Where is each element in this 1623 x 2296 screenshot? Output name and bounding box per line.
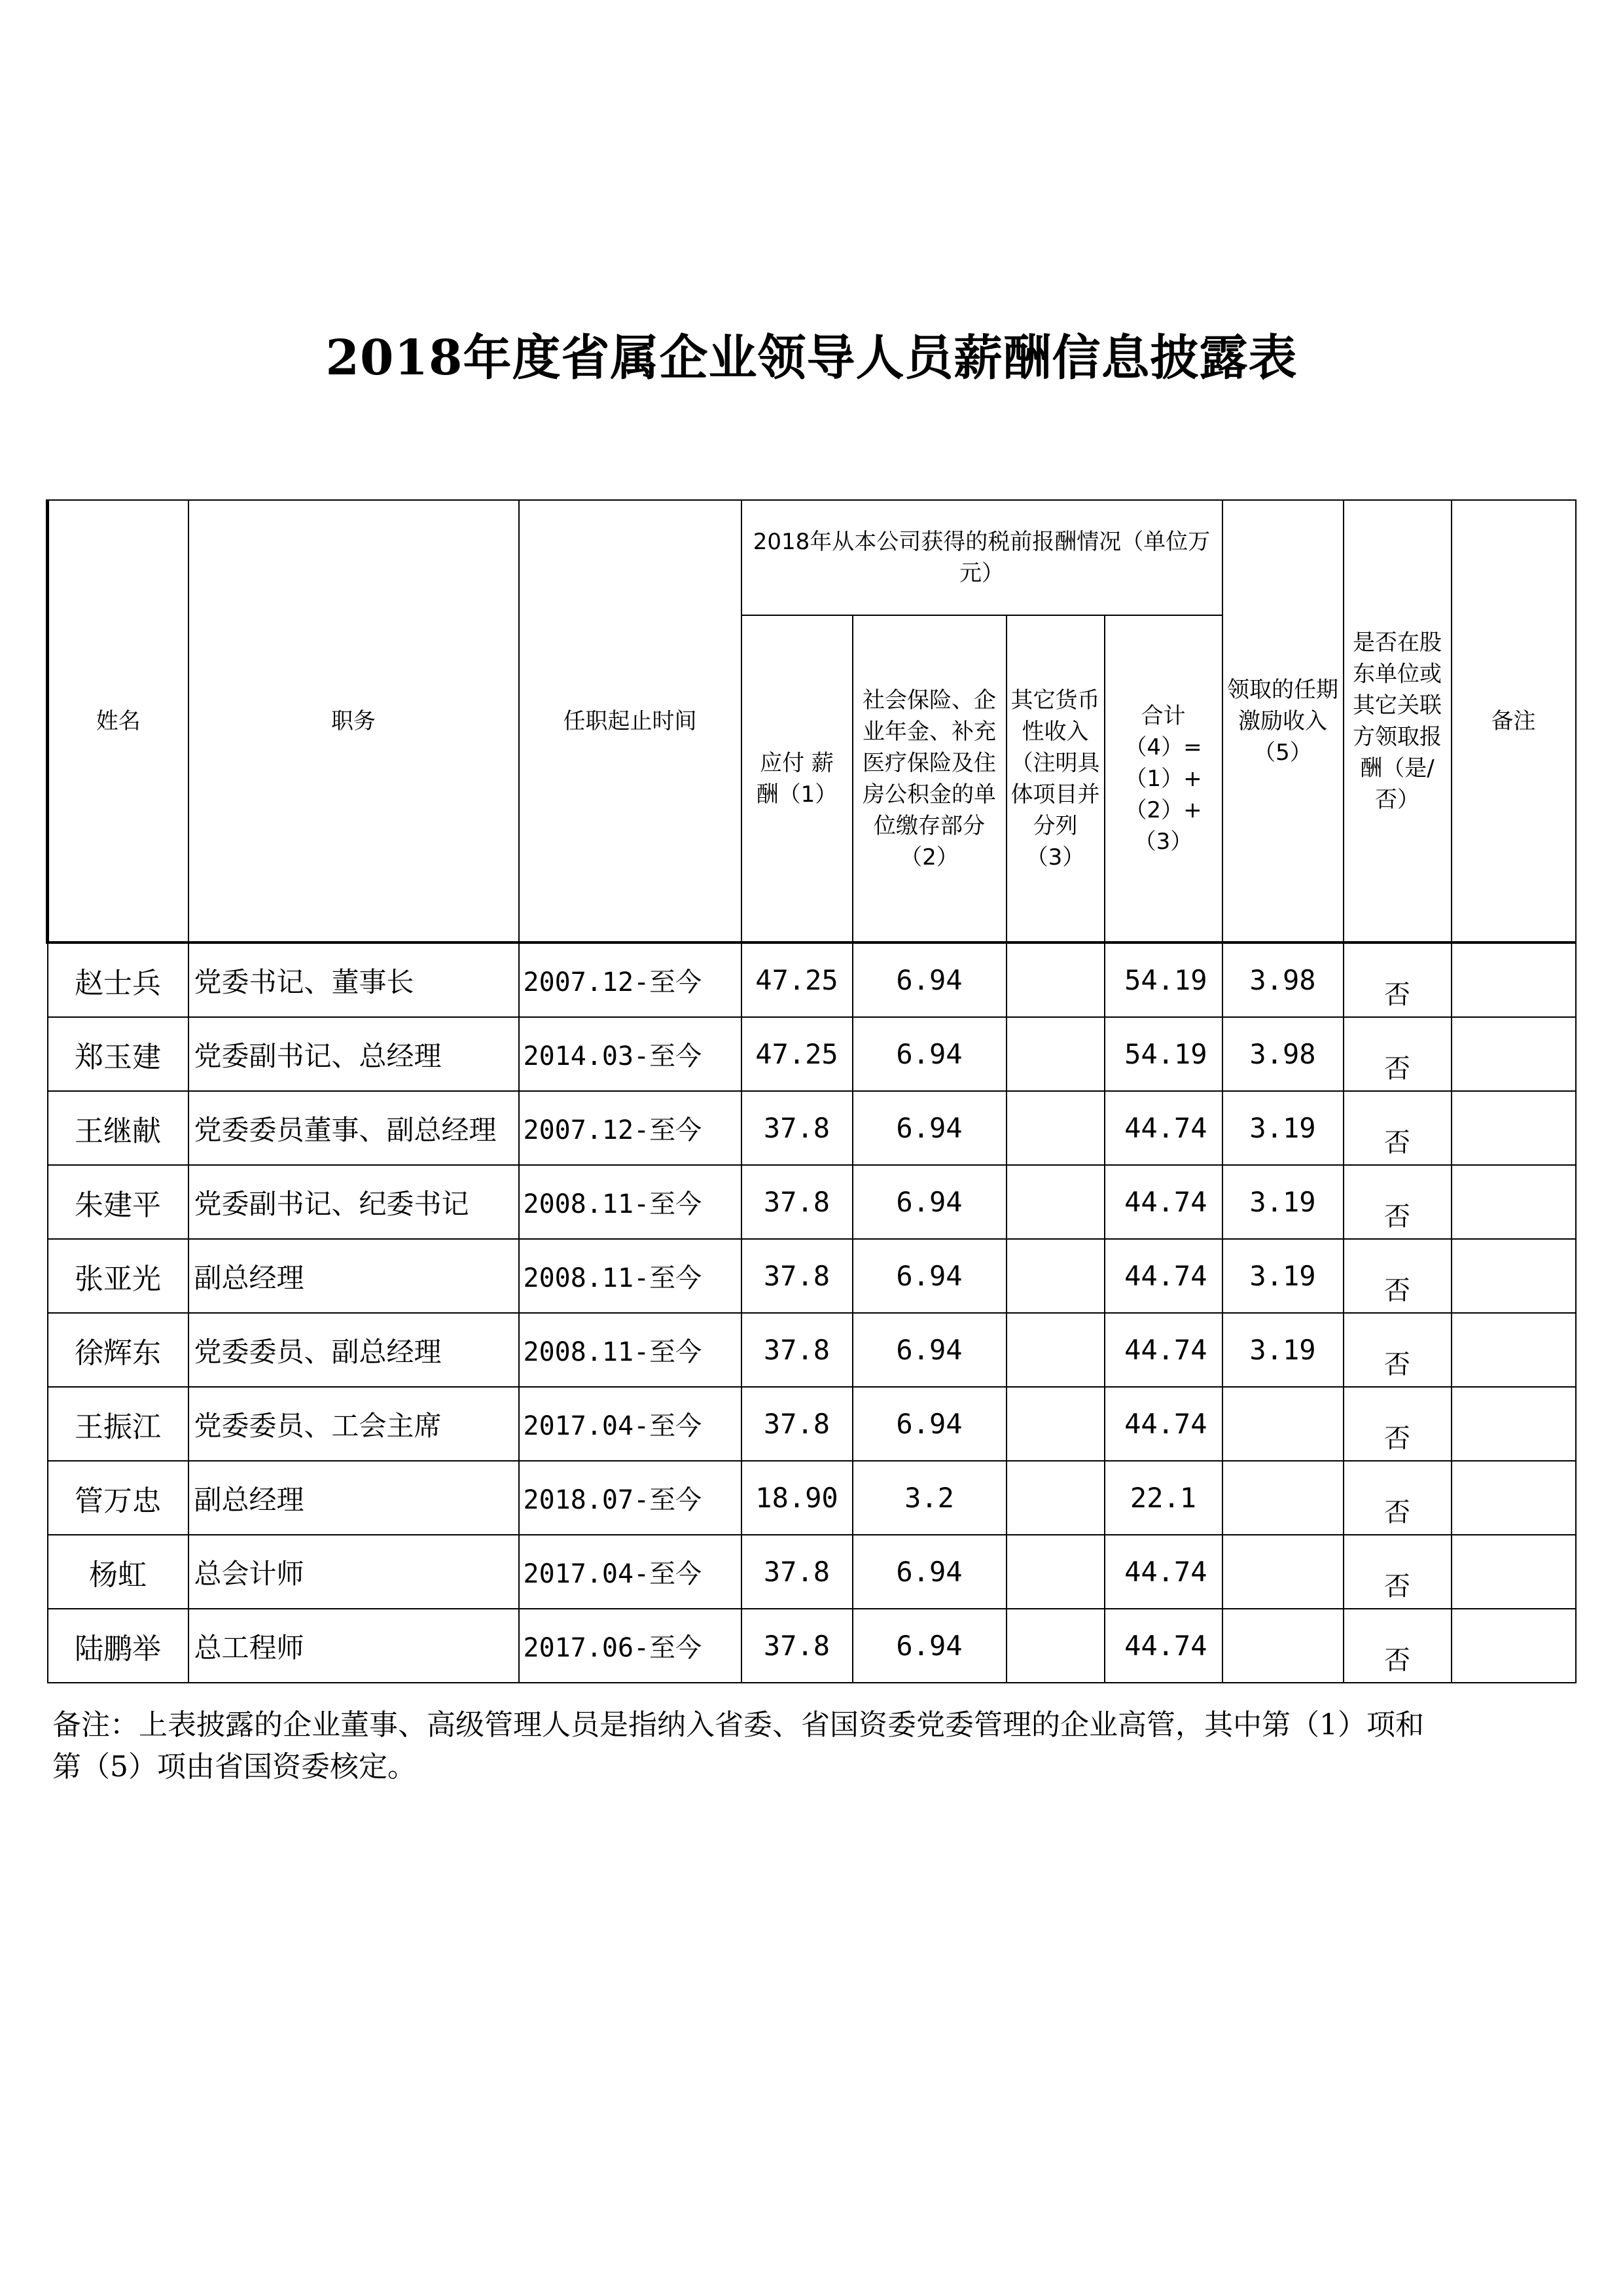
- cell-total: 44.74: [1105, 1239, 1222, 1313]
- header-social: 社会保险、企业年金、补充医疗保险及住房公积金的单位缴存部分（2）: [853, 615, 1007, 942]
- table-row: [48, 1387, 1576, 1461]
- cell-total: 44.74: [1105, 1535, 1222, 1609]
- cell-total: 44.74: [1105, 1387, 1222, 1461]
- cell-social: 6.94: [853, 1313, 1007, 1387]
- cell-total: 44.74: [1105, 1165, 1222, 1239]
- cell-social: 6.94: [853, 1387, 1007, 1461]
- cell-name: 王继献: [48, 1091, 188, 1165]
- cell-other: [1007, 1609, 1105, 1683]
- cell-position: 副总经理: [188, 1461, 519, 1535]
- table-row: [48, 1239, 1576, 1313]
- cell-position: 副总经理: [188, 1239, 519, 1313]
- cell-term: 2017.04-至今: [519, 1387, 741, 1461]
- cell-term: 2008.11-至今: [519, 1165, 741, 1239]
- cell-position: 党委委员董事、副总经理: [188, 1091, 519, 1165]
- cell-remark: [1452, 942, 1576, 1017]
- cell-incentive: 3.98: [1222, 942, 1344, 1017]
- cell-shareholder: 否: [1344, 1535, 1452, 1609]
- cell-social: 6.94: [853, 1609, 1007, 1683]
- table-row: [48, 1461, 1576, 1535]
- cell-other: [1007, 1239, 1105, 1313]
- cell-name: 朱建平: [48, 1165, 188, 1239]
- cell-total: 54.19: [1105, 1017, 1222, 1091]
- cell-position: 党委委员、工会主席: [188, 1387, 519, 1461]
- cell-position: 党委副书记、总经理: [188, 1017, 519, 1091]
- cell-remark: [1452, 1535, 1576, 1609]
- cell-incentive: [1222, 1387, 1344, 1461]
- cell-remark: [1452, 1017, 1576, 1091]
- cell-payable: 37.8: [741, 1239, 853, 1313]
- table-row: [48, 1091, 1576, 1165]
- cell-incentive: 3.19: [1222, 1165, 1344, 1239]
- cell-total: 44.74: [1105, 1609, 1222, 1683]
- cell-payable: 37.8: [741, 1091, 853, 1165]
- cell-remark: [1452, 1387, 1576, 1461]
- cell-social: 6.94: [853, 942, 1007, 1017]
- cell-payable: 18.90: [741, 1461, 853, 1535]
- table-header: [48, 500, 1576, 942]
- cell-social: 6.94: [853, 1091, 1007, 1165]
- table-row: [48, 1609, 1576, 1683]
- cell-social: 6.94: [853, 1535, 1007, 1609]
- cell-other: [1007, 1313, 1105, 1387]
- cell-incentive: [1222, 1535, 1344, 1609]
- cell-name: 郑玉建: [48, 1017, 188, 1091]
- cell-shareholder: 否: [1344, 1165, 1452, 1239]
- cell-position: 总会计师: [188, 1535, 519, 1609]
- cell-position: 党委副书记、纪委书记: [188, 1165, 519, 1239]
- page-title: 2018年度省属企业领导人员薪酬信息披露表: [325, 330, 1298, 386]
- cell-remark: [1452, 1165, 1576, 1239]
- header-term: 任职起止时间: [519, 500, 741, 942]
- cell-remark: [1452, 1239, 1576, 1313]
- cell-total: 44.74: [1105, 1313, 1222, 1387]
- table-row: [48, 1017, 1576, 1091]
- cell-remark: [1452, 1609, 1576, 1683]
- cell-position: 党委书记、董事长: [188, 942, 519, 1017]
- table-row: [48, 1535, 1576, 1609]
- header-other: 其它货币性收入（注明具体项目并分列（3）: [1007, 615, 1105, 942]
- cell-name: 陆鹏举: [48, 1609, 188, 1683]
- cell-shareholder: 否: [1344, 1239, 1452, 1313]
- cell-term: 2017.06-至今: [519, 1609, 741, 1683]
- header-payable: 应付 薪酬（1）: [741, 615, 853, 942]
- header-pretax-group: 2018年从本公司获得的税前报酬情况（单位万元）: [741, 500, 1222, 615]
- cell-shareholder: 否: [1344, 1091, 1452, 1165]
- cell-incentive: 3.19: [1222, 1091, 1344, 1165]
- cell-remark: [1452, 1091, 1576, 1165]
- cell-payable: 37.8: [741, 1535, 853, 1609]
- cell-payable: 37.8: [741, 1609, 853, 1683]
- cell-payable: 37.8: [741, 1313, 853, 1387]
- cell-name: 徐辉东: [48, 1313, 188, 1387]
- cell-name: 杨虹: [48, 1535, 188, 1609]
- cell-payable: 47.25: [741, 942, 853, 1017]
- cell-total: 54.19: [1105, 942, 1222, 1017]
- cell-name: 赵士兵: [48, 942, 188, 1017]
- table-row: [48, 1165, 1576, 1239]
- cell-shareholder: 否: [1344, 942, 1452, 1017]
- cell-term: 2017.04-至今: [519, 1535, 741, 1609]
- cell-other: [1007, 1017, 1105, 1091]
- cell-name: 张亚光: [48, 1239, 188, 1313]
- cell-position: 党委委员、副总经理: [188, 1313, 519, 1387]
- cell-social: 6.94: [853, 1017, 1007, 1091]
- cell-term: 2014.03-至今: [519, 1017, 741, 1091]
- cell-incentive: [1222, 1609, 1344, 1683]
- header-total: 合计（4）=（1）+（2）+（3）: [1105, 615, 1222, 942]
- table-row: [48, 1313, 1576, 1387]
- cell-total: 22.1: [1105, 1461, 1222, 1535]
- cell-shareholder: 否: [1344, 1017, 1452, 1091]
- cell-other: [1007, 942, 1105, 1017]
- cell-payable: 37.8: [741, 1387, 853, 1461]
- cell-social: 3.2: [853, 1461, 1007, 1535]
- cell-incentive: 3.19: [1222, 1239, 1344, 1313]
- cell-total: 44.74: [1105, 1091, 1222, 1165]
- cell-social: 6.94: [853, 1165, 1007, 1239]
- header-position: 职务: [188, 500, 519, 942]
- cell-payable: 47.25: [741, 1017, 853, 1091]
- cell-remark: [1452, 1461, 1576, 1535]
- cell-other: [1007, 1091, 1105, 1165]
- cell-name: 管万忠: [48, 1461, 188, 1535]
- cell-social: 6.94: [853, 1239, 1007, 1313]
- cell-shareholder: 否: [1344, 1387, 1452, 1461]
- cell-shareholder: 否: [1344, 1313, 1452, 1387]
- cell-term: 2007.12-至今: [519, 942, 741, 1017]
- cell-term: 2008.11-至今: [519, 1239, 741, 1313]
- cell-other: [1007, 1461, 1105, 1535]
- cell-other: [1007, 1535, 1105, 1609]
- cell-other: [1007, 1387, 1105, 1461]
- cell-term: 2008.11-至今: [519, 1313, 741, 1387]
- cell-payable: 37.8: [741, 1165, 853, 1239]
- cell-incentive: 3.19: [1222, 1313, 1344, 1387]
- cell-shareholder: 否: [1344, 1461, 1452, 1535]
- cell-shareholder: 否: [1344, 1609, 1452, 1683]
- header-shareholder: 是否在股东单位或其它关联方领取报酬（是/否）: [1344, 500, 1452, 942]
- header-incentive: 领取的任期激励收入（5）: [1222, 500, 1344, 942]
- cell-position: 总工程师: [188, 1609, 519, 1683]
- salary-table: [46, 499, 1577, 1683]
- cell-term: 2018.07-至今: [519, 1461, 741, 1535]
- cell-name: 王振江: [48, 1387, 188, 1461]
- cell-term: 2007.12-至今: [519, 1091, 741, 1165]
- cell-incentive: 3.98: [1222, 1017, 1344, 1091]
- cell-incentive: [1222, 1461, 1344, 1535]
- cell-remark: [1452, 1313, 1576, 1387]
- table-row: [48, 942, 1576, 1017]
- header-name: 姓名: [48, 500, 188, 942]
- header-remark: 备注: [1452, 500, 1576, 942]
- footnote: 备注：上表披露的企业董事、高级管理人员是指纳入省委、省国资委党委管理的企业高管，其中第（1）项和第（5）项由省国资委核定。: [52, 1708, 1424, 1784]
- cell-other: [1007, 1165, 1105, 1239]
